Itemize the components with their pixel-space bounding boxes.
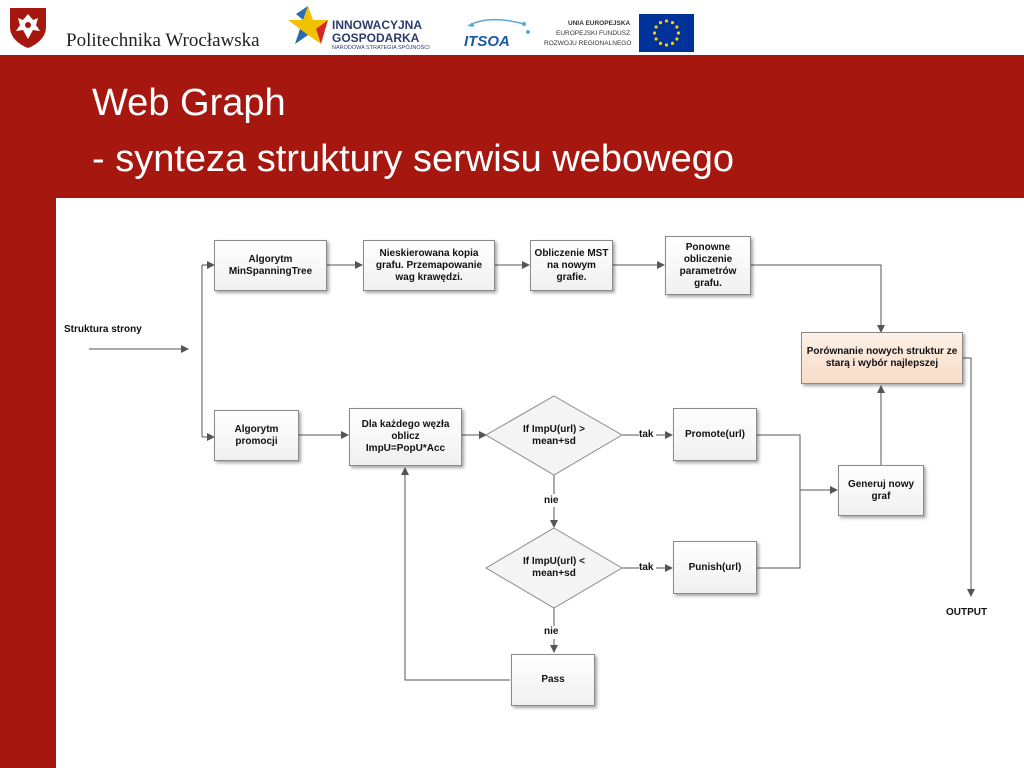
edge-label-tak-2: tak <box>639 562 654 573</box>
eu-flag-icon <box>639 14 694 52</box>
university-name: Politechnika Wrocławska <box>66 30 260 51</box>
flowchart-diagram <box>56 198 1024 768</box>
header-bar <box>0 0 1024 55</box>
box-nieskierowana-kopia: Nieskierowana kopia grafu. Przemapowanie wag krawędzi. <box>363 240 495 291</box>
inno-line2: GOSPODARKA <box>332 31 420 45</box>
university-crest-icon <box>6 5 50 49</box>
edge-label-tak-1: tak <box>639 429 654 440</box>
box-promote: Promote(url) <box>673 408 757 461</box>
left-accent-strip <box>0 55 56 768</box>
eu-line3: ROZWOJU REGIONALNEGO <box>544 40 632 47</box>
itsoa-text: ITSOA <box>464 33 510 50</box>
edge-label-nie-2: nie <box>544 626 559 637</box>
eu-line1: UNIA EUROPEJSKA <box>568 20 631 27</box>
innovation-star-icon <box>286 4 330 54</box>
box-generuj-nowy-graf: Generuj nowy graf <box>838 465 924 516</box>
input-label: Struktura strony <box>64 324 142 335</box>
edge-label-nie-1: nie <box>544 495 559 506</box>
inno-line1: INNOWACYJNA <box>332 18 423 32</box>
box-obliczenie-mst: Obliczenie MST na nowym grafie. <box>530 240 613 291</box>
decision-1-line1: If ImpU(url) > <box>523 424 585 435</box>
box-porownanie: Porównanie nowych struktur ze starą i wybór najlepszej <box>801 332 963 384</box>
decision-2-line2: mean+sd <box>532 568 576 579</box>
slide-title: Web Graph <box>92 82 286 124</box>
inno-line3: NARODOWA STRATEGIA SPÓJNOŚCI <box>332 45 430 51</box>
decision-2-line1: If ImpU(url) < <box>523 556 585 567</box>
box-punish: Punish(url) <box>673 541 757 594</box>
slide-subtitle: - synteza struktury serwisu webowego <box>92 138 735 180</box>
output-label: OUTPUT <box>946 607 988 618</box>
box-algorytm-promocji: Algorytm promocji <box>214 410 299 461</box>
box-pass: Pass <box>511 654 595 706</box>
eu-funding-logos <box>286 4 694 54</box>
box-algorytm-mst: Algorytm MinSpanningTree <box>214 240 327 291</box>
eu-line2: EUROPEJSKI FUNDUSZ <box>556 30 631 37</box>
box-dla-kazdego-wezla: Dla każdego węzła oblicz ImpU=PopU*Acc <box>349 408 462 466</box>
box-ponowne-obliczenie: Ponowne obliczenie parametrów grafu. <box>665 236 751 295</box>
decision-1-line2: mean+sd <box>532 436 576 447</box>
